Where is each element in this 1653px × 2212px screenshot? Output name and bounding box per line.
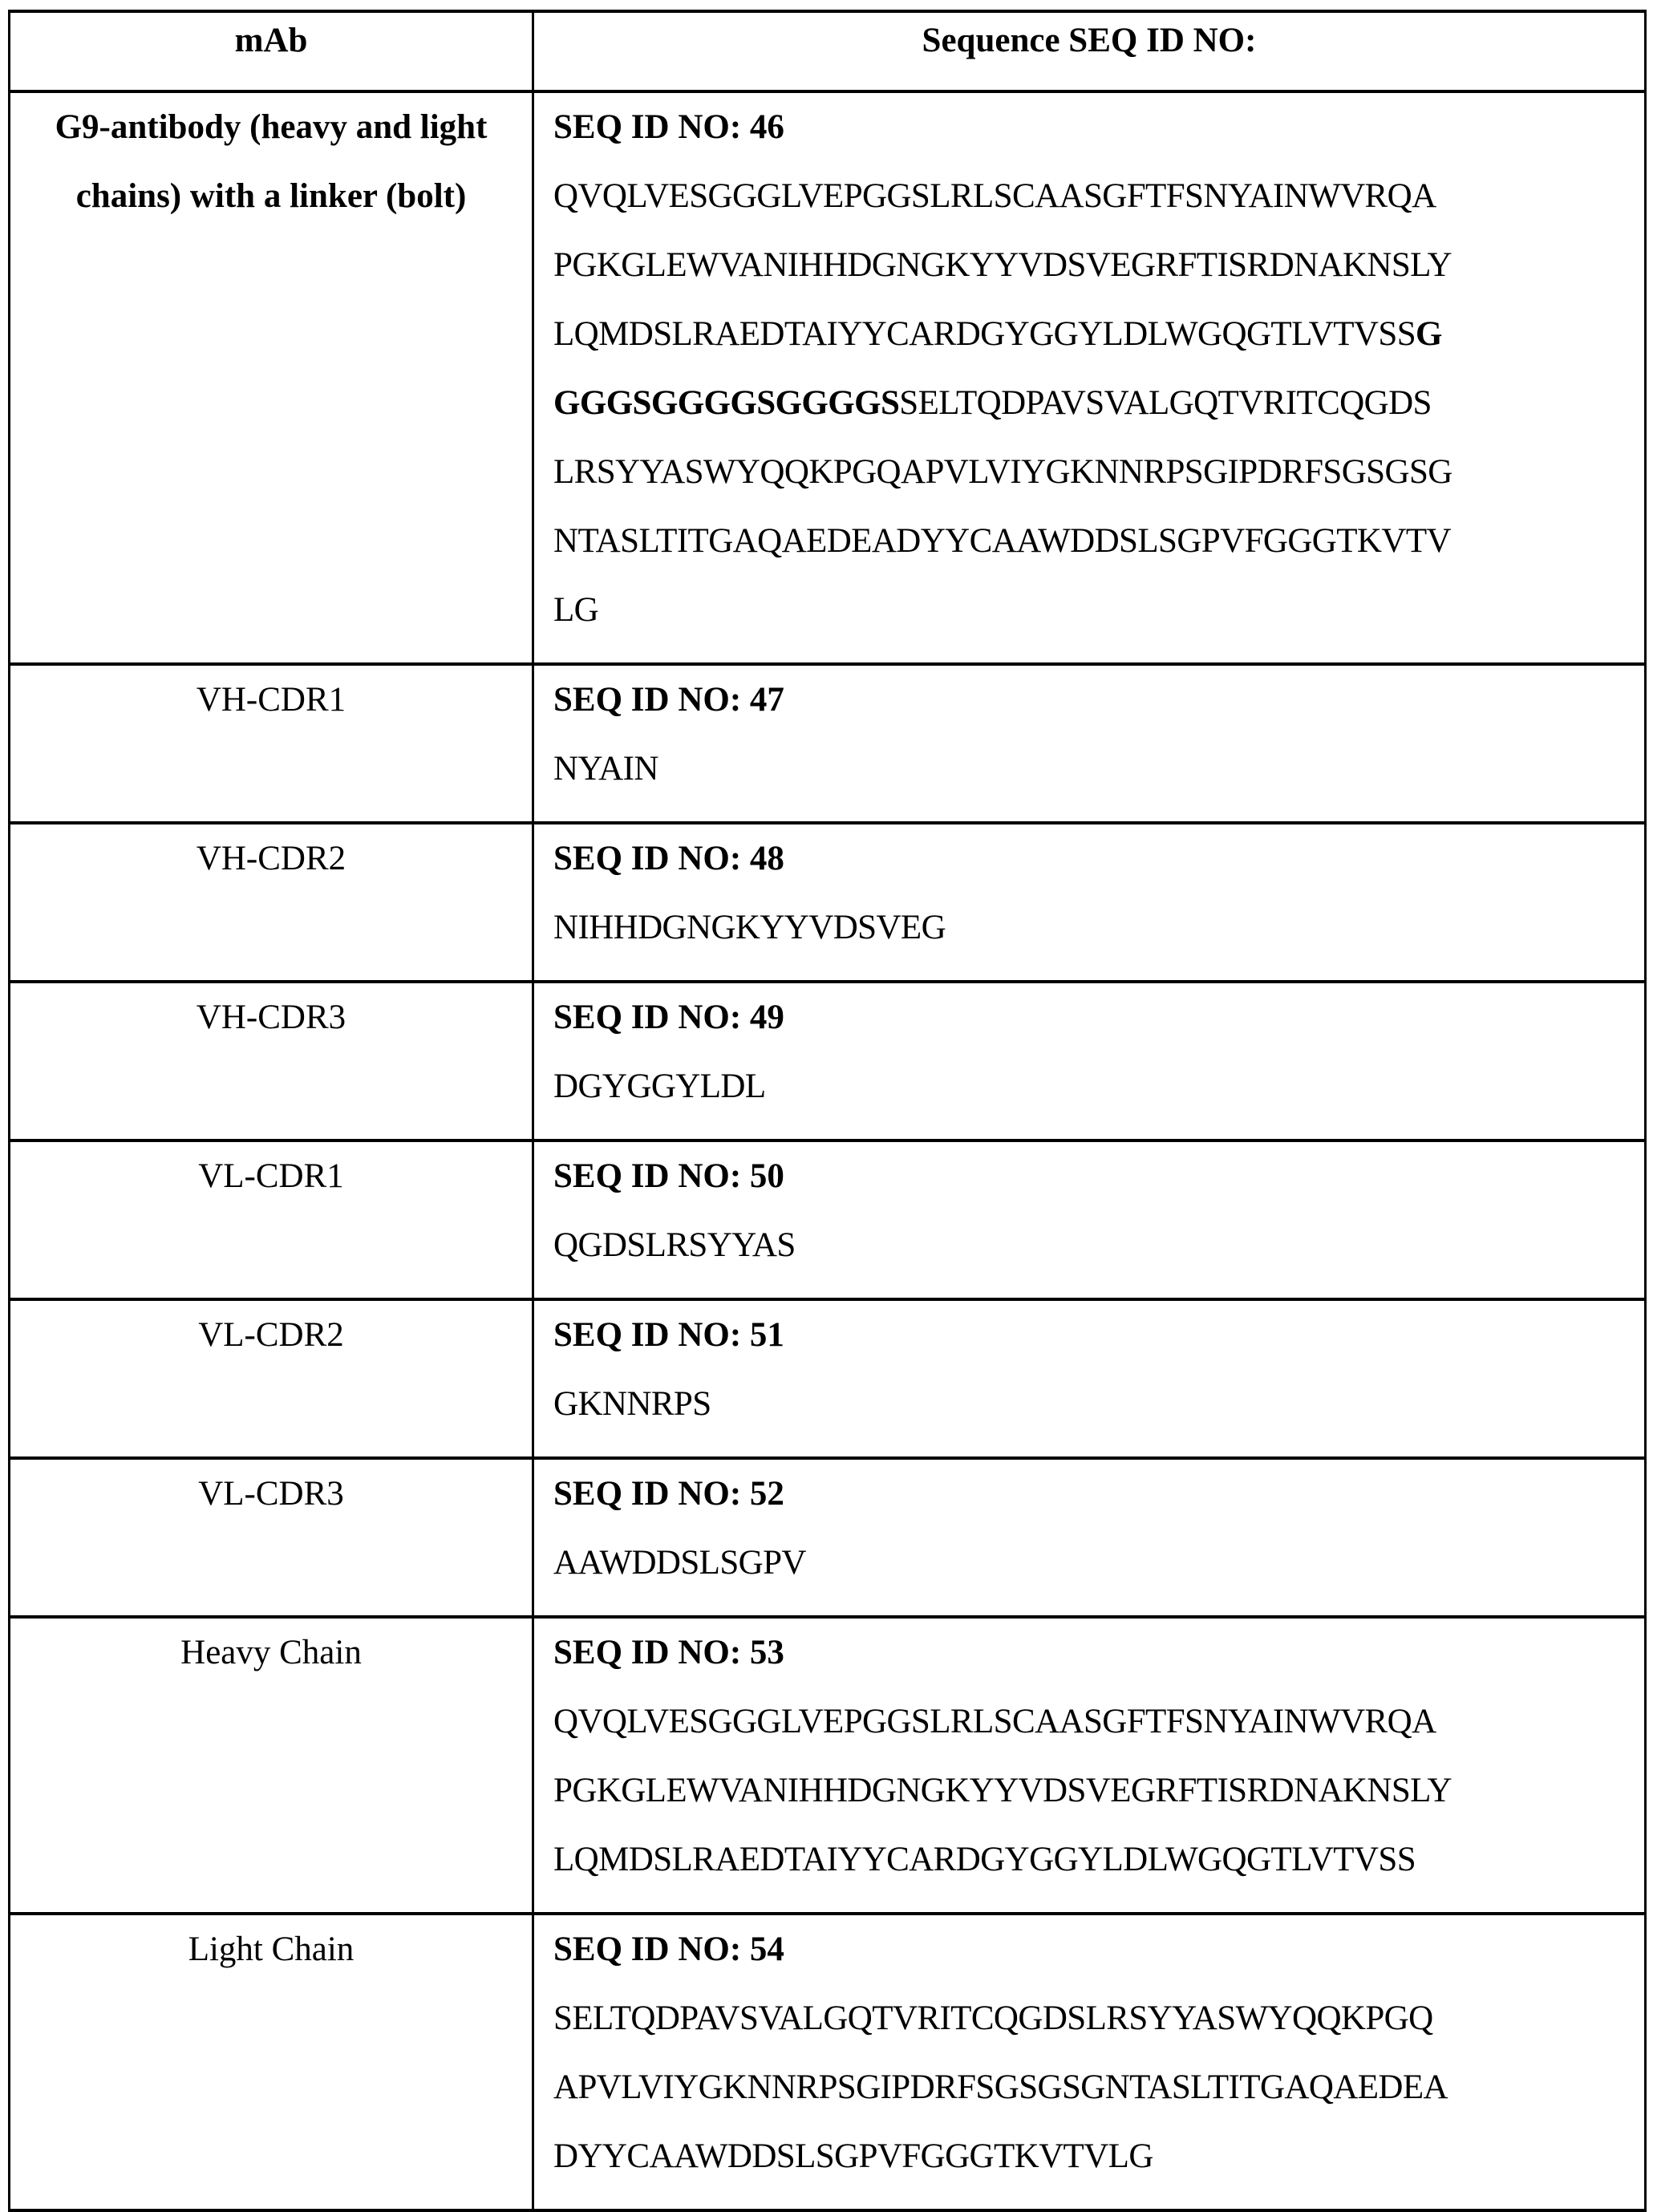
sequence-line: AAWDDSLSGPV (553, 1544, 806, 1582)
row-sequence (533, 1914, 1646, 2210)
seq-id: SEQ ID NO: 52 (553, 1475, 784, 1513)
seq-id: SEQ ID NO: 51 (553, 1316, 784, 1354)
row-sequence (533, 1140, 1646, 1299)
table-row (10, 823, 1646, 982)
row-label: Heavy Chain (10, 1617, 533, 1914)
row-sequence (533, 1458, 1646, 1617)
sequence-line (553, 300, 1636, 369)
sequence-text: QVQLVESGGGLVEPGGSLRLSCAASGFTFSNYAINWVRQA (553, 177, 1436, 215)
table-header-row (10, 11, 1646, 91)
row-sequence (533, 91, 1646, 664)
table-row (10, 1140, 1646, 1299)
header-sequence: Sequence SEQ ID NO: (533, 11, 1646, 91)
row-label: VL-CDR2 (10, 1299, 533, 1458)
sequence-table (8, 10, 1647, 2212)
row-label: VH-CDR1 (10, 664, 533, 823)
sequence-line: QVQLVESGGGLVEPGGSLRLSCAASGFTFSNYAINWVRQA (553, 1703, 1436, 1740)
seq-id: SEQ ID NO: 46 (553, 108, 784, 146)
table-row (10, 1458, 1646, 1617)
seq-id: SEQ ID NO: 53 (553, 1634, 784, 1671)
row-sequence (533, 1617, 1646, 1914)
sequence-line: DGYGGYLDL (553, 1068, 766, 1105)
sequence-text: PGKGLEWVANIHHDGNGKYYVDSVEGRFTISRDNAKNSLY (553, 246, 1452, 284)
sequence-line (553, 231, 1636, 300)
row-label: VH-CDR2 (10, 823, 533, 982)
row-label: VH-CDR3 (10, 982, 533, 1140)
sequence-line: NIHHDGNGKYYVDSVEG (553, 909, 946, 946)
linker-fragment: GGGSGGGGSGGGGS (553, 384, 900, 422)
table-row (10, 664, 1646, 823)
seq-id: SEQ ID NO: 54 (553, 1930, 784, 1968)
seq-id: SEQ ID NO: 50 (553, 1157, 784, 1195)
sequence-line: LQMDSLRAEDTAIYYCARDGYGGYLDLWGQGTLVTVSS (553, 1841, 1416, 1878)
sequence-line (553, 576, 1636, 645)
sequence-text: NTASLTITGAQAEDEADYYCAAWDDSLSGPVFGGGTKVTV (553, 522, 1451, 560)
row-label: G9-antibody (heavy and light chains) with a linker (bolt) (10, 91, 533, 664)
sequence-line (553, 438, 1636, 507)
sequence-line: APVLVIYGKNNRPSGIPDRFSGSGSGNTASLTITGAQAEDEA (553, 2068, 1448, 2106)
sequence-line: DYYCAAWDDSLSGPVFGGGTKVTVLG (553, 2137, 1153, 2175)
sequence-text: LG (553, 591, 599, 629)
sequence-line (553, 162, 1636, 231)
sequence-line: GKNNRPS (553, 1385, 711, 1423)
row-sequence (533, 664, 1646, 823)
seq-id: SEQ ID NO: 48 (553, 840, 784, 877)
linker-fragment: G (1416, 315, 1442, 353)
table-row (10, 1617, 1646, 1914)
sequence-line: SELTQDPAVSVALGQTVRITCQGDSLRSYYASWYQQKPGQ (553, 1999, 1433, 2037)
sequence-line (553, 369, 1636, 438)
sequence-line (553, 507, 1636, 576)
table-row (10, 1914, 1646, 2210)
table-row (10, 91, 1646, 664)
sequence-line: QGDSLRSYYAS (553, 1226, 796, 1264)
header-mab: mAb (10, 11, 533, 91)
row-sequence (533, 823, 1646, 982)
sequence-line: NYAIN (553, 750, 658, 788)
seq-id: SEQ ID NO: 49 (553, 999, 784, 1036)
row-label: VL-CDR1 (10, 1140, 533, 1299)
row-label: VL-CDR3 (10, 1458, 533, 1617)
sequence-text: LRSYYASWYQQKPGQAPVLVIYGKNNRPSGIPDRFSGSGSG (553, 453, 1452, 491)
table-row (10, 982, 1646, 1140)
row-sequence (533, 1299, 1646, 1458)
row-label: Light Chain (10, 1914, 533, 2210)
sequence-text: LQMDSLRAEDTAIYYCARDGYGGYLDLWGQGTLVTVSS (553, 315, 1416, 353)
sequence-text: SELTQDPAVSVALGQTVRITCQGDS (899, 384, 1432, 422)
row-sequence (533, 982, 1646, 1140)
seq-id: SEQ ID NO: 47 (553, 681, 784, 719)
table-row (10, 1299, 1646, 1458)
sequence-line: PGKGLEWVANIHHDGNGKYYVDSVEGRFTISRDNAKNSLY (553, 1772, 1452, 1809)
